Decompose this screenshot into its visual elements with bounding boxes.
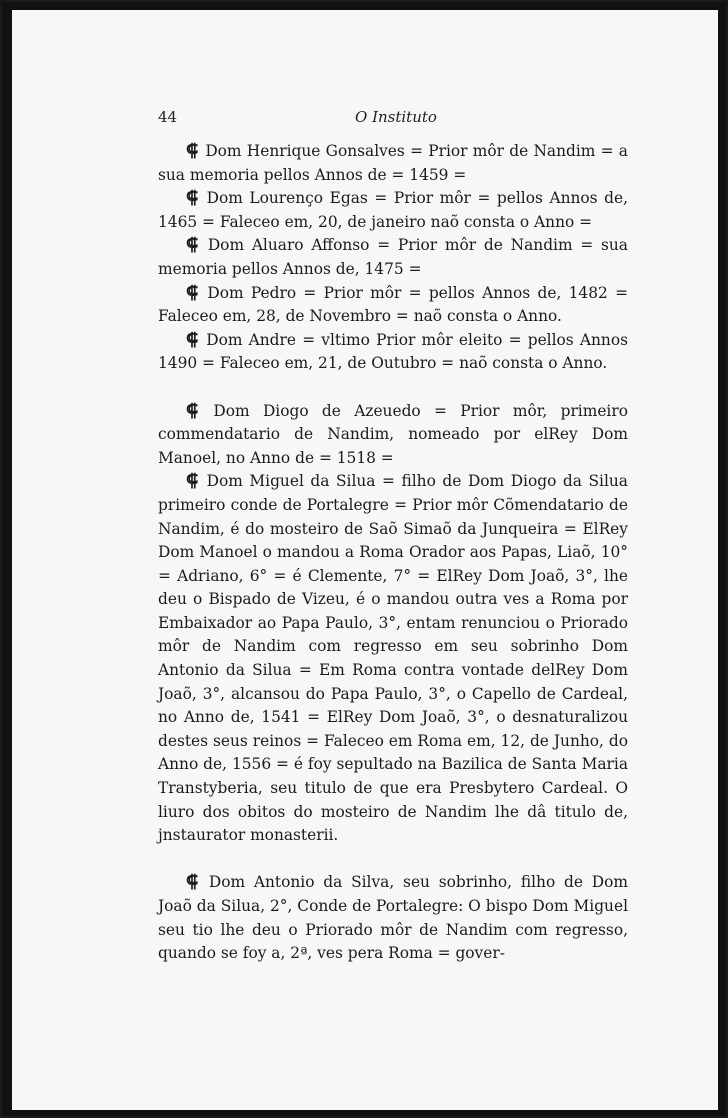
paragraph-text: Dom Antonio da Silva, seu sobrinho, filho de Dom Joaõ da Silua, 2°, Conde de Portalegre: O bispo Dom Miguel seu tio lhe deu o Priorado môr de Nandim com regresso, quando se foy a, 2ª, ves pera Roma = gover- — [158, 873, 628, 963]
paragraph-text: Dom Miguel da Silua = filho de Dom Diogo da Silua primeiro conde de Portalegre = Prior môr Cõmendatario de Nandim, é do mosteiro de Saõ Simaõ da Junqueira = ElRey Dom Manoel o mandou a Roma Orador aos Papas, Liaõ, 10° = Adriano, 6° = é Clemente, 7° = ElRey Dom Joaõ, 3°, lhe deu o Bispado de Vizeu, é o mandou outra ves a Roma por Embaixador ao Papa Paulo, 3°, entam renunciou o Priorado môr de Nandim com regresso em seu sobrinho Dom Antonio da Silua = Em Roma contra vontade delRey Dom Joaõ, 3°, alcansou do Papa Paulo, 3°, o Capello de Cardeal, no Anno de, 1541 = ElRey Dom Joaõ, 3°, o desnaturalizou destes seus reinos = Faleceo em Roma em, 12, de Junho, do Anno de, 1556 = é foy sepultado na Bazilica de Santa Maria Transtyberia, seu titulo de que era Presbytero Cardeal. O liuro dos obitos do mosteiro de Nandim lhe dâ titulo de, jnstaurator monasterii. — [158, 472, 628, 845]
paragraph-text: Dom Aluaro Affonso = Prior môr de Nandim = sua memoria pellos Annos de, 1475 = — [158, 236, 628, 278]
body-text — [158, 140, 628, 966]
paragraph-miguel — [158, 470, 628, 848]
paragraph-mark-icon: ⸿ — [186, 329, 199, 350]
paragraph-mark-icon: ⸿ — [186, 471, 199, 492]
paragraph-text: Dom Diogo de Azeuedo = Prior môr, primeiro commendatario de Nandim, nomeado por elRey Dom Manoel, no Anno de = 1518 = — [158, 401, 628, 467]
paragraph-diogo — [158, 400, 628, 471]
paragraph-text: Dom Henrique Gonsalves = Prior môr de Nandim = a sua memoria pellos Annos de = 1459 = — [158, 142, 628, 184]
paragraph-andre — [158, 329, 628, 376]
paragraph-mark-icon: ⸿ — [186, 141, 199, 161]
paragraph-mark-icon: ⸿ — [186, 188, 199, 209]
paragraph-antonio — [158, 871, 628, 965]
paragraph-mark-icon: ⸿ — [186, 282, 199, 303]
paragraph-text: Dom Pedro = Prior môr = pellos Annos de, 1482 = Faleceo em, 28, de Novembro = naõ consta o Anno. — [158, 283, 628, 326]
paragraph-text: Dom Andre = vltimo Prior môr eleito = pellos Annos 1490 = Faleceo em, 21, de Outubro = naõ consta o Anno. — [158, 330, 628, 373]
paragraph-mark-icon: ⸿ — [186, 400, 199, 421]
paragraph-text: Dom Lourenço Egas = Prior môr = pellos Annos de, 1465 = Faleceo em, 20, de janeiro naõ consta o Anno = — [158, 189, 628, 231]
page-number: 44 — [158, 108, 178, 126]
paragraph-aluaro — [158, 234, 628, 281]
paragraph-mark-icon: ⸿ — [186, 872, 199, 893]
paragraph-mark-icon: ⸿ — [186, 235, 199, 256]
running-title: O Instituto — [355, 108, 437, 126]
paragraph-pedro — [158, 282, 628, 329]
paragraph-henrique — [158, 140, 628, 187]
page-header — [158, 108, 638, 130]
paragraph-lourenco — [158, 187, 628, 234]
